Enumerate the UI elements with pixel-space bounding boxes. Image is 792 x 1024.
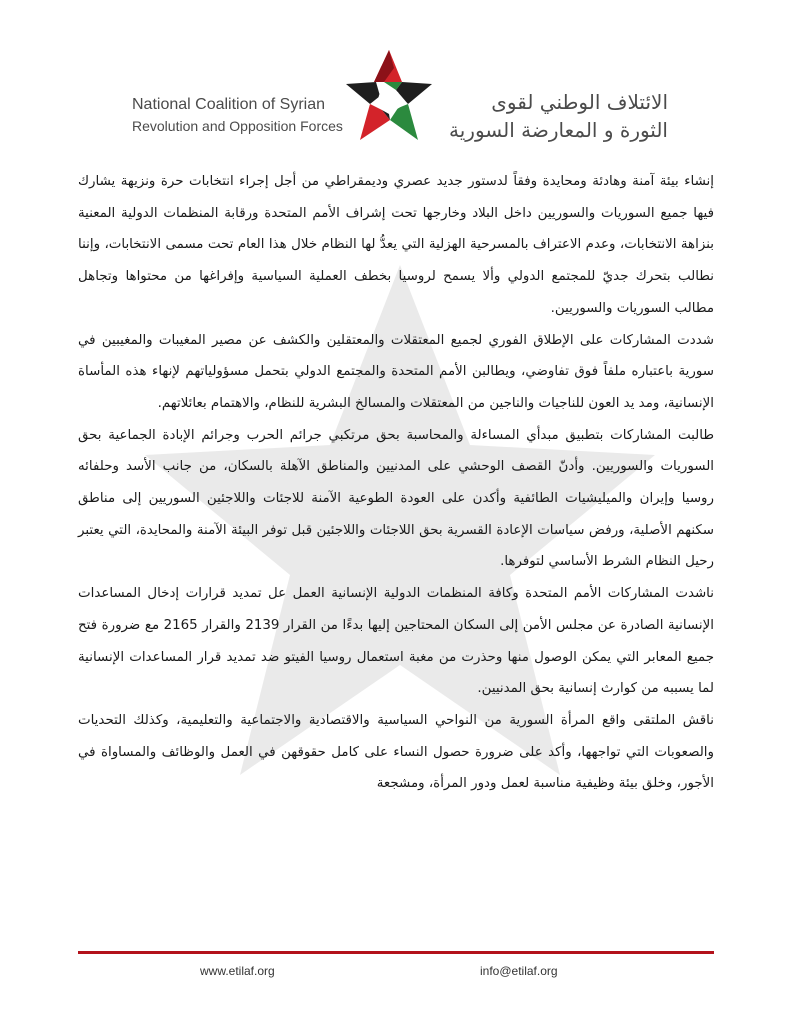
- org-name-english: [132, 95, 362, 136]
- org-name-en-line2: Revolution and Opposition Forces: [132, 118, 343, 134]
- paragraph-1: إنشاء بيئة آمنة وهادئة ومحايدة وفقاً لدستور جديد عصري وديمقراطي من أجل إجراء انتخابات حرة ونزيهة يشارك فيها جميع السوريات والسوريين داخل البلاد وخارجها تحت إشراف الأمم المتحدة ورقابة المنظمات الدولية المعنية بنزاهة الانتخابات، وعدم الاعتراف بالمسرحية الهزلية التي يعدُّ لها النظام خلال هذا العام تحت مسمى الانتخابات، وإننا نطالب بتحرك جديّ للمجتمع الدولي وألا يسمح لروسيا بخطف العملية السياسية وإفراغها من محتواها وتجاهل مطالب السوريات والسوريين.: [78, 174, 714, 316]
- paragraph-3: طالبت المشاركات بتطبيق مبدأي المساءلة والمحاسبة بحق مرتكبي جرائم الحرب وجرائم الإبادة الجماعية بحق السوريات والسوريين. وأدنّ القصف الوحشي على المدنيين والمناطق الآهلة بالسكان، من جانب الأسد وحلفائه روسيا وإيران والميليشيات الطائفية وأكدن على العودة الطوعية الآمنة للاجئات واللاجئين السوريين إلى مناطق سكنهم الأصلية، ورفض سياسات الإعادة القسرية بحق اللاجئات واللاجئين قبل توفر البيئة الآمنة والمحايدة، التي يعتبر رحيل النظام الشرط الأساسي لتوفرها.: [78, 427, 714, 570]
- org-name-arabic: [428, 88, 668, 144]
- coalition-star-logo-icon: [344, 46, 434, 146]
- org-name-ar-line1: الائتلاف الوطني لقوى: [491, 90, 668, 114]
- org-name-ar-line2: الثورة و المعارضة السورية: [449, 118, 668, 142]
- paragraph-4: ناشدت المشاركات الأمم المتحدة وكافة المنظمات الدولية الإنسانية العمل عل تمديد قرارات إدخال المساعدات الإنسانية الصادرة عن مجلس الأمن إلى السكان المحتاجين إليها بدءًا من القرار 2139 والقرار 2165 مع ضرورة فتح جميع المعابر التي يمكن الوصول منها وحذرت من مغبة استعمال روسيا الفيتو ضد تمديد قرار المساعدات الإنسانية لما يسببه من كوارث إنسانية بحق المدنيين.: [78, 586, 714, 697]
- footer-website-link[interactable]: www.etilaf.org: [200, 964, 275, 978]
- footer-divider: [78, 951, 714, 954]
- letterhead: [0, 40, 792, 160]
- footer-email-link[interactable]: info@etilaf.org: [480, 964, 558, 978]
- document-body: [78, 166, 714, 800]
- paragraph-5: ناقش الملتقى واقع المرأة السورية من النواحي السياسية والاقتصادية والاجتماعية والتعليمية، وكذلك التحديات والصعوبات التي تواجهها، وأكد على ضرورة حصول النساء على كامل حقوقهن في العمل والوظائف والمساواة في الأجور، وخلق بيئة وظيفية مناسبة لعمل ودور المرأة، ومشجعة: [78, 712, 714, 792]
- paragraph-2: شددت المشاركات على الإطلاق الفوري لجميع المعتقلات والمعتقلين والكشف عن مصير المغيبات والمغيبين في سورية باعتباره ملفاً فوق تفاوضي، ويطالبن الأمم المتحدة والمجتمع الدولي بتحمل مسؤولياتهم لإنهاء هذه المأساة الإنسانية، ومد يد العون للناجيات والناجين من المعتقلات والمسالخ البشرية للنظام، والاهتمام بعائلاتهم.: [78, 332, 714, 411]
- org-name-en-line1: National Coalition of Syrian: [132, 96, 325, 113]
